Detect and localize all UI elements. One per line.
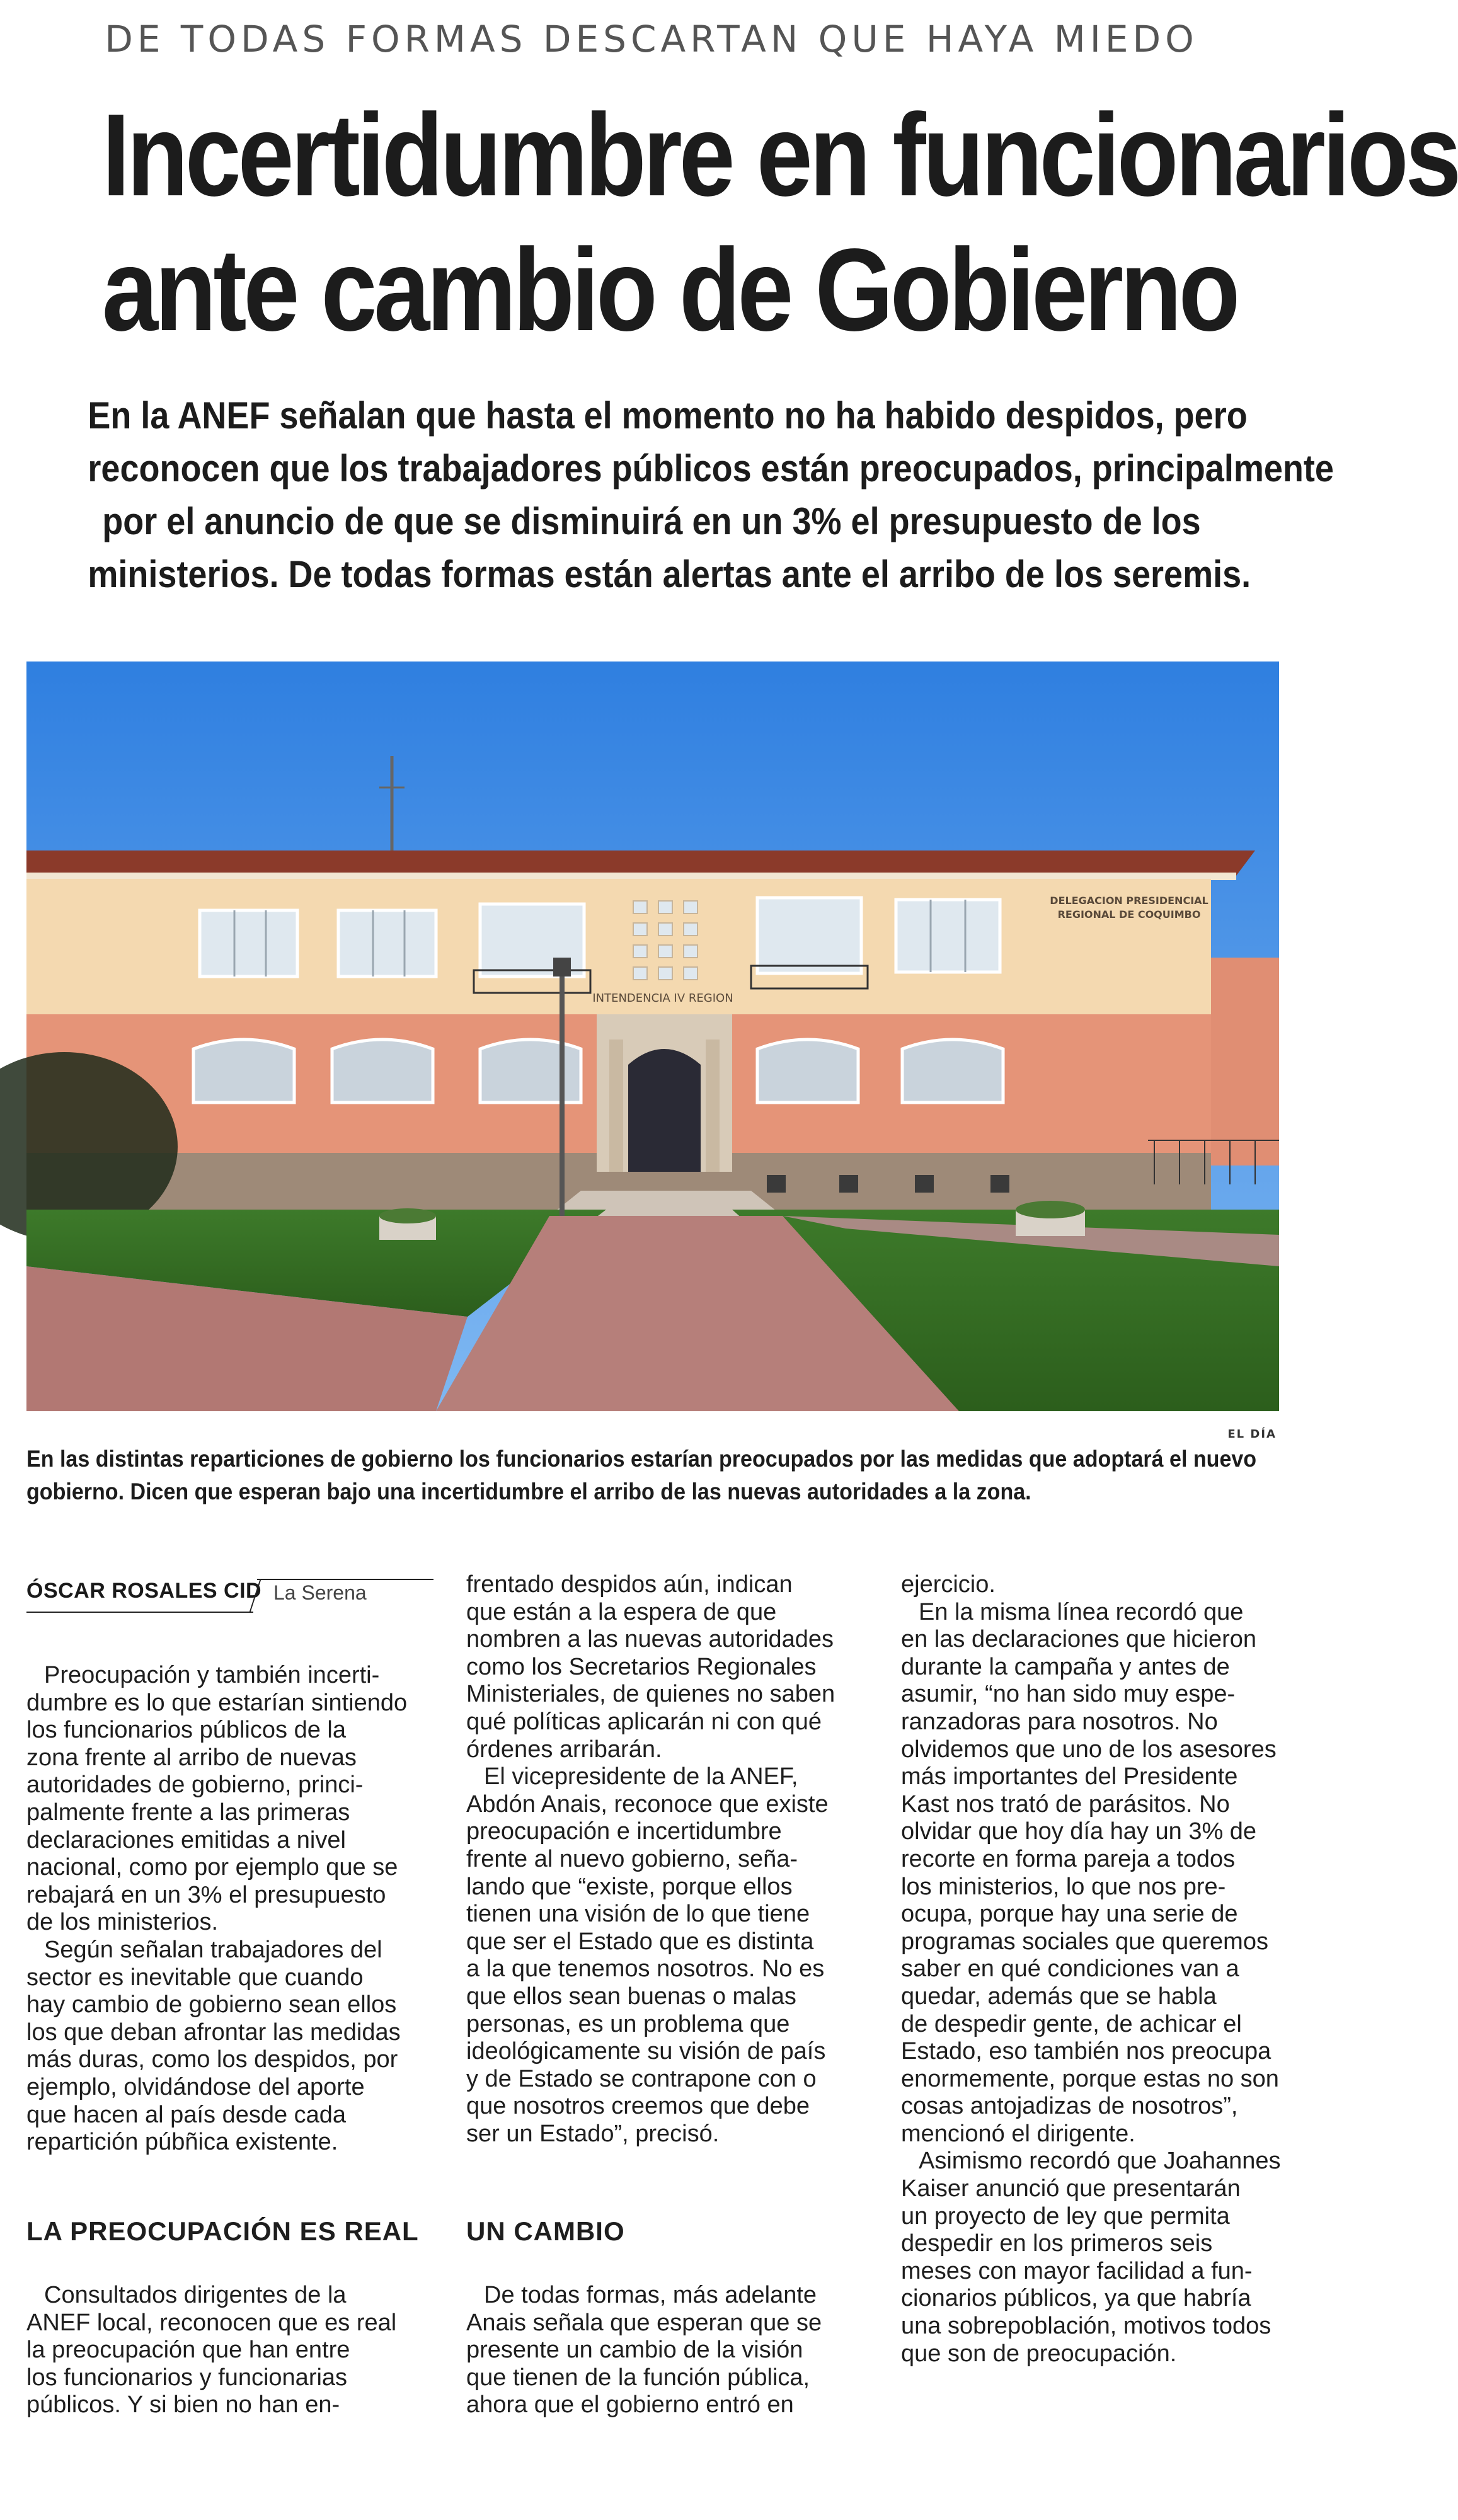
text-line: que tienen de la función pública, <box>466 2364 810 2391</box>
text-line: cosas antojadizas de nosotros”, <box>901 2093 1238 2120</box>
text-line: ocupa, porque hay una serie de <box>901 1901 1238 1928</box>
headline-line: ante cambio de Gobierno <box>101 225 1237 355</box>
text-line: ejemplo, olvidándose del aporte <box>26 2073 365 2100</box>
text-line: Consultados dirigentes de la <box>44 2282 347 2308</box>
text-line: asumir, “no han sido muy espe- <box>901 1681 1236 1708</box>
text-line: que son de preocupación. <box>901 2340 1177 2367</box>
text-line: preocupación e incertidumbre <box>466 1818 782 1845</box>
text-line: presente un cambio de la visión <box>466 2337 803 2364</box>
text-line: ejercicio. <box>901 1571 996 1598</box>
text-line: ahora que el gobierno entró en <box>466 2391 794 2419</box>
text-line: Kaiser anunció que presentarán <box>901 2175 1241 2202</box>
text-line: Abdón Anais, reconoce que existe <box>466 1790 829 1818</box>
text-line: tienen una visión de lo que tiene <box>466 1901 810 1928</box>
delegacion-sign-line: DELEGACION PRESIDENCIAL <box>1050 895 1208 907</box>
text-line: Estado, eso también nos preocupa <box>901 2038 1271 2065</box>
text-line: que nosotros creemos que debe <box>466 2093 810 2120</box>
text-line: Asimismo recordó que Joahannes <box>919 2148 1281 2175</box>
text-line: rebajará en un 3% el presupuesto <box>26 1881 386 1908</box>
text-line: qué políticas aplicarán ni con qué <box>466 1708 822 1735</box>
text-line: en las declaraciones que hicieron <box>901 1626 1257 1653</box>
building-sign: INTENDENCIA IV REGION <box>592 992 733 1005</box>
text-line: Kast nos trató de parásitos. No <box>901 1790 1230 1818</box>
text-line: los que deban afrontar las medidas <box>26 2019 401 2046</box>
text-line: la preocupación que han entre <box>26 2337 350 2364</box>
column-2-body-b <box>466 2282 851 2419</box>
byline-top-rule <box>257 1579 433 1580</box>
text-line: los ministerios, lo que nos pre- <box>901 1873 1226 1900</box>
text-line: durante la campaña y antes de <box>901 1653 1230 1680</box>
text-line: nombren a las nuevas autoridades <box>466 1626 834 1653</box>
text-line: programas sociales que queremos <box>901 1928 1268 1955</box>
lead-line: En la ANEF señalan que hasta el momento no ha habido despidos, pero <box>88 394 1248 437</box>
text-line: los funcionarios y funcionarias <box>26 2364 348 2391</box>
text-line: y de Estado se contrapone con o <box>466 2065 817 2092</box>
text-line: Ministeriales, de quienes no saben <box>466 1681 835 1708</box>
building-photo <box>26 662 1279 1411</box>
byline-rule <box>26 1612 253 1613</box>
text-line: Anais señala que esperan que se <box>466 2309 822 2336</box>
column-1-body <box>26 1662 411 2156</box>
text-line: repartición púbñica existente. <box>26 2129 338 2156</box>
text-line: una sobrepoblación, motivos todos <box>901 2313 1271 2340</box>
subhead-un-cambio: UN CAMBIO <box>466 2216 625 2246</box>
text-line: nacional, como por ejemplo que se <box>26 1854 398 1881</box>
text-line: olvidemos que uno de los asesores <box>901 1736 1277 1763</box>
text-line: ANEF local, reconocen que es real <box>26 2309 397 2336</box>
text-line: declaraciones emitidas a nivel <box>26 1826 346 1853</box>
text-line: que hacen al país desde cada <box>26 2101 347 2128</box>
text-line: dumbre es lo que estarían sintiendo <box>26 1689 408 1716</box>
text-line: a la que tenemos nosotros. No es <box>466 1956 825 1983</box>
column-3-body <box>901 1571 1285 2368</box>
text-line: de los ministerios. <box>26 1909 219 1936</box>
text-line: lando que “existe, porque ellos <box>466 1873 793 1900</box>
text-line: recorte en forma pareja a todos <box>901 1845 1236 1872</box>
building-photo-illustration <box>26 662 1279 1411</box>
text-line: autoridades de gobierno, princi- <box>26 1772 364 1799</box>
text-line: zona frente al arribo de nuevas <box>26 1744 357 1771</box>
text-line: órdenes arribarán. <box>466 1736 662 1763</box>
lead-paragraph <box>88 389 1334 601</box>
text-line: que están a la espera de que <box>466 1598 777 1625</box>
byline-author: ÓSCAR ROSALES CID <box>26 1579 262 1603</box>
text-line: un proyecto de ley que permita <box>901 2202 1230 2230</box>
text-line: El vicepresidente de la ANEF, <box>484 1763 798 1790</box>
headline-line: Incertidumbre en funcionarios <box>101 90 1458 220</box>
text-line: cionarios públicos, ya que habría <box>901 2285 1251 2312</box>
text-line: frentado despidos aún, indican <box>466 1571 793 1598</box>
text-line: ranzadoras para nosotros. No <box>901 1708 1218 1735</box>
headline <box>101 88 1458 358</box>
delegacion-sign-line: REGIONAL DE COQUIMBO <box>1057 908 1201 920</box>
text-line: De todas formas, más adelante <box>484 2282 817 2308</box>
text-line: que ser el Estado que es distinta <box>466 1928 814 1955</box>
text-line: que ellos sean buenas o malas <box>466 1983 796 2010</box>
text-line: enormemente, porque estas no son <box>901 2065 1279 2092</box>
text-line: ideológicamente su visión de país <box>466 2038 826 2065</box>
text-line: En la misma línea recordó que <box>919 1598 1244 1625</box>
subhead-preocupacion: LA PREOCUPACIÓN ES REAL <box>26 2216 419 2246</box>
kicker: DE TODAS FORMAS DESCARTAN QUE HAYA MIEDO <box>105 18 1198 60</box>
lead-line: por el anuncio de que se disminuirá en un 3% el presupuesto de los <box>102 500 1201 542</box>
text-line: Preocupación y también incerti- <box>44 1662 380 1688</box>
text-line: quedar, además que se habla <box>901 1983 1217 2010</box>
text-line: despedir en los primeros seis <box>901 2230 1213 2257</box>
photo-caption <box>26 1443 1280 1508</box>
text-line: sector es inevitable que cuando <box>26 1964 364 1991</box>
text-line: palmente frente a las primeras <box>26 1799 350 1826</box>
lead-line: ministerios. De todas formas están alertas ante el arribo de los seremis. <box>88 553 1251 595</box>
text-line: frente al nuevo gobierno, seña- <box>466 1845 798 1872</box>
text-line: de despedir gente, de achicar el <box>901 2010 1242 2037</box>
byline-place: La Serena <box>273 1581 367 1604</box>
caption-line: En las distintas reparticiones de gobierno los funcionarios estarían preocupados por las medidas que adoptará el nuevo <box>26 1446 1257 1472</box>
text-line: como los Secretarios Regionales <box>466 1653 817 1680</box>
text-line: olvidar que hoy día hay un 3% de <box>901 1818 1257 1845</box>
text-line: más importantes del Presidente <box>901 1763 1238 1790</box>
byline <box>26 1579 411 1617</box>
column-2-body <box>466 1571 851 2148</box>
caption-line: gobierno. Dicen que esperan bajo una incertidumbre el arribo de las nuevas autoridades a la zona. <box>26 1479 1031 1504</box>
text-line: hay cambio de gobierno sean ellos <box>26 1991 397 2019</box>
photo-credit: EL DÍA <box>1227 1428 1277 1441</box>
column-1-body-b <box>26 2282 411 2419</box>
text-line: personas, es un problema que <box>466 2010 790 2037</box>
text-line: saber en qué condiciones van a <box>901 1956 1239 1983</box>
text-line: públicos. Y si bien no han en- <box>26 2391 340 2419</box>
text-line: mencionó el dirigente. <box>901 2120 1135 2147</box>
lead-line: reconocen que los trabajadores públicos están preocupados, principalmente <box>88 447 1334 490</box>
text-line: los funcionarios públicos de la <box>26 1717 346 1744</box>
text-line: meses con mayor facilidad a fun- <box>901 2257 1253 2284</box>
text-line: más duras, como los despidos, por <box>26 2046 398 2073</box>
text-line: Según señalan trabajadores del <box>44 1936 382 1963</box>
text-line: ser un Estado”, precisó. <box>466 2120 720 2147</box>
